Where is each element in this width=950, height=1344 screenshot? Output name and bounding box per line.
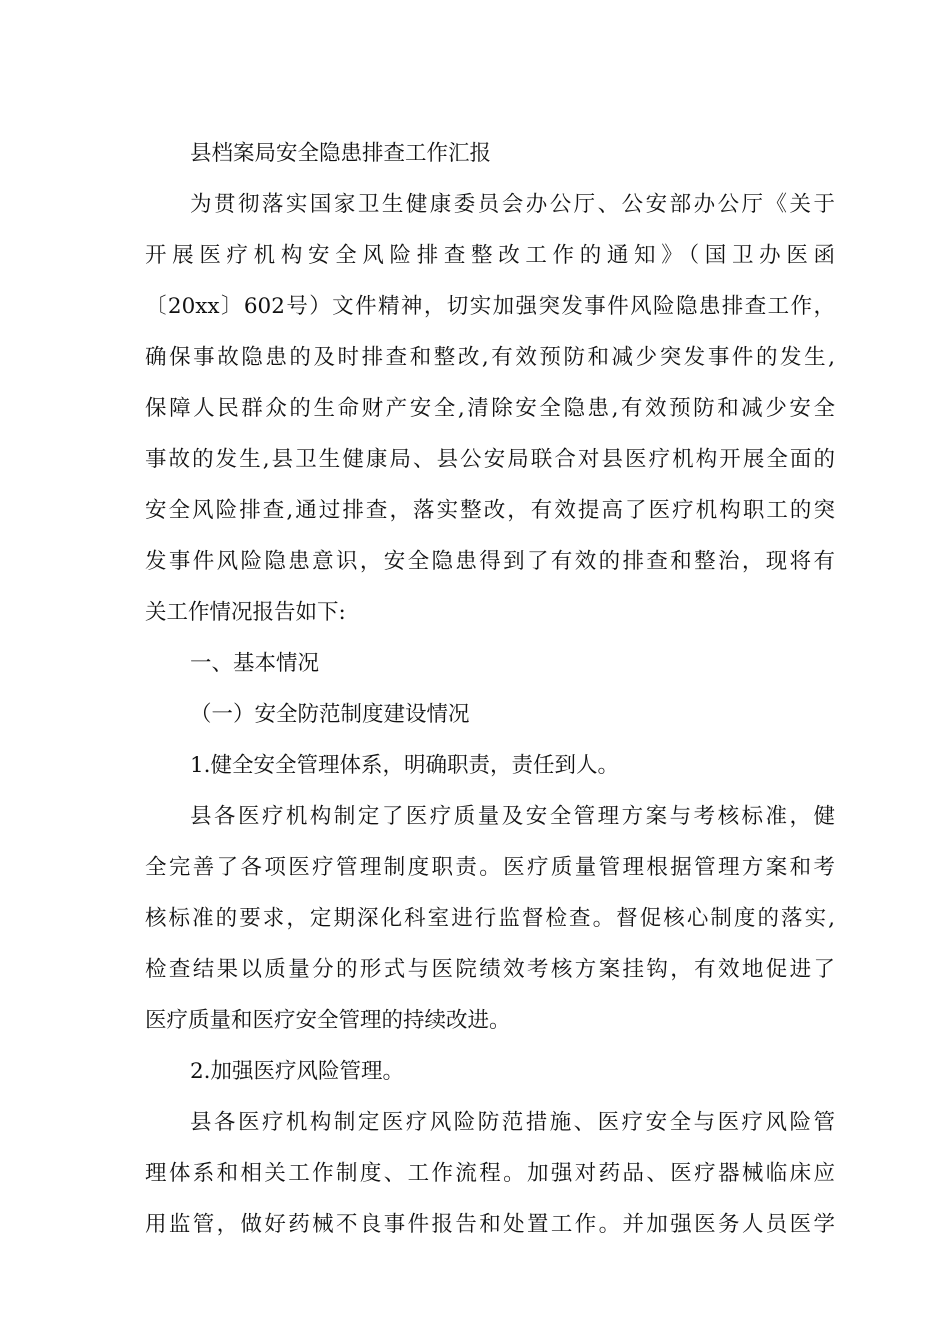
paragraph-line: 县各医疗机构制定了医疗质量及安全管理方案与考核标准，健 bbox=[190, 804, 835, 829]
paragraph-line: 用监管，做好药械不良事件报告和处置工作。并加强医务人员医学 bbox=[145, 1212, 835, 1237]
paragraph-line: 发事件风险隐患意识，安全隐患得到了有效的排查和整治，现将有 bbox=[145, 549, 835, 574]
item-heading: 2.加强医疗风险管理。 bbox=[190, 1059, 405, 1084]
paragraph-line: 〔20xx〕602号）文件精神，切实加强突发事件风险隐患排查工作， bbox=[145, 294, 835, 319]
paragraph-line: 核标准的要求，定期深化科室进行监督检查。督促核心制度的落实, bbox=[145, 906, 835, 931]
paragraph-line: 确保事故隐患的及时排查和整改,有效预防和减少突发事件的发生, bbox=[145, 345, 835, 370]
paragraph-line: 关工作情况报告如下: bbox=[145, 600, 346, 625]
item-heading: 1.健全安全管理体系，明确职责，责任到人。 bbox=[190, 753, 620, 778]
paragraph-line: 事故的发生,县卫生健康局、县公安局联合对县医疗机构开展全面的 bbox=[145, 447, 835, 472]
paragraph-line: 检查结果以质量分的形式与医院绩效考核方案挂钩，有效地促进了 bbox=[145, 957, 835, 982]
paragraph-line: 县各医疗机构制定医疗风险防范措施、医疗安全与医疗风险管 bbox=[190, 1110, 835, 1135]
section-heading: 一、基本情况 bbox=[190, 651, 320, 676]
subsection-heading: （一）安全防范制度建设情况 bbox=[190, 702, 470, 727]
paragraph-line: 全完善了各项医疗管理制度职责。医疗质量管理根据管理方案和考 bbox=[145, 855, 835, 880]
paragraph-line: 保障人民群众的生命财产安全,清除安全隐患,有效预防和减少安全 bbox=[145, 396, 835, 421]
paragraph-line: 为贯彻落实国家卫生健康委员会办公厅、公安部办公厅《关于 bbox=[190, 192, 835, 217]
paragraph-line: 安全风险排查,通过排查，落实整改，有效提高了医疗机构职工的突 bbox=[145, 498, 835, 523]
document-title: 县档案局安全隐患排查工作汇报 bbox=[190, 141, 492, 166]
paragraph-line: 医疗质量和医疗安全管理的持续改进。 bbox=[145, 1008, 511, 1033]
paragraph-line: 开展医疗机构安全风险排查整改工作的通知》（国卫办医函 bbox=[145, 243, 835, 268]
paragraph-line: 理体系和相关工作制度、工作流程。加强对药品、医疗器械临床应 bbox=[145, 1161, 835, 1186]
